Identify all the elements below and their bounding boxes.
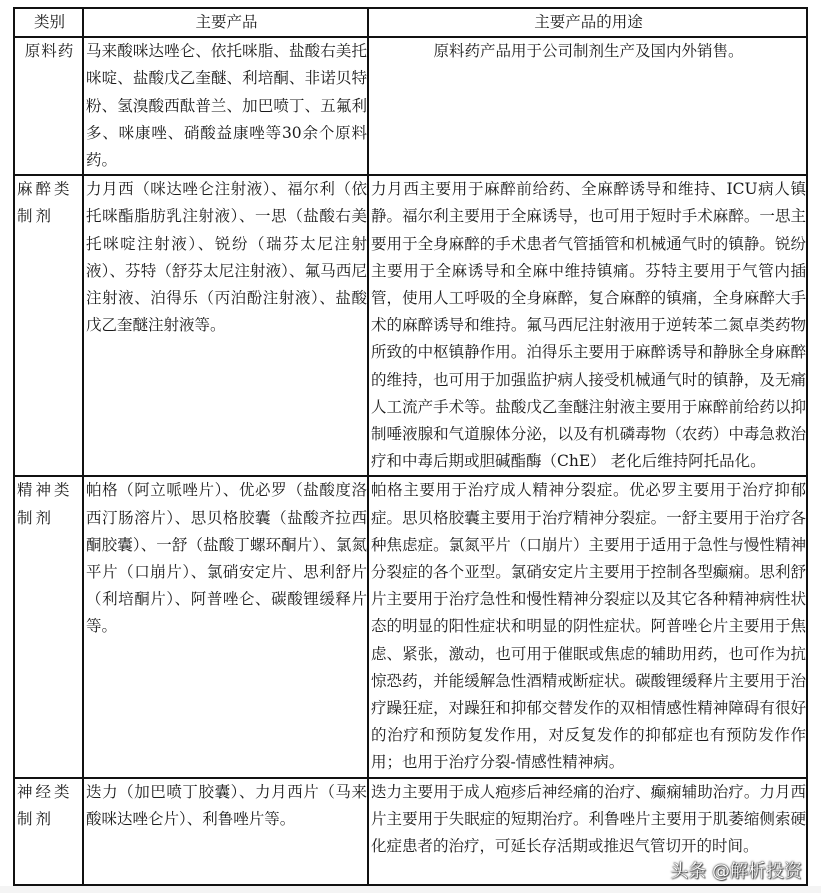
table-row: [14, 175, 807, 476]
usage-cell-container: [368, 778, 807, 886]
watermark-row: [371, 860, 806, 884]
products-cell: 迭力（加巴喷丁胶囊）、力月西片（马来酸咪达唑仑片）、利鲁唑片等。: [83, 778, 368, 886]
products-cell: 力月西（咪达唑仑注射液）、福尔利（依托咪酯脂肪乳注射液）、一思（盐酸右美托咪啶注射液）、锐纷（瑞芬太尼注射液）、芬特（舒芬太尼注射液）、氟马西尼注射液、泊得乐（丙泊酚注射液）、盐酸戊乙奎醚注射液等。: [83, 175, 368, 476]
category-cell: 精神类制剂: [14, 476, 83, 777]
bottom-strip: [0, 886, 821, 893]
category-cell: 神经类制剂: [14, 778, 83, 886]
category-cell: 麻醉类制剂: [14, 175, 83, 476]
table-row: [14, 37, 807, 175]
header-usage: 主要产品的用途: [368, 8, 807, 37]
usage-cell: 帕格主要用于治疗成人精神分裂症。优必罗主要用于治疗抑郁症。思贝格胶囊主要用于治疗精神分裂症。一舒主要用于治疗各种焦虑症。氯氮平片（口崩片）主要用于适用于急性与慢性精神分裂症的各个亚型。氯硝安定片主要用于控制各型癫痫。思利舒片主要用于治疗急性和慢性精神分裂症以及其它各种精神病性状态的明显的阳性症状和明显的阴性症状。阿普唑仑片主要用于焦虑、紧张，激动，也可用于催眠或焦虑的辅助用药，也可作为抗惊恐药，并能缓解急性酒精戒断症状。碳酸锂缓释片主要用于治疗躁狂症，对躁狂和抑郁交替发作的双相情感性精神障碍有很好的治疗和预防复发作用，对反复发作的抑郁症也有预防发作作用；也用于治疗分裂-情感性精神病。: [368, 476, 807, 777]
usage-cell: 力月西主要用于麻醉前给药、全麻醉诱导和维持、ICU病人镇静。福尔利主要用于全麻诱导，也可用于短时手术麻醉。一思主要用于全身麻醉的手术患者气管插管和机械通气时的镇静。锐纷主要用于全麻诱导和全麻中维持镇痛。芬特主要用于气管内插管，使用人工呼吸的全身麻醉，复合麻醉的镇痛，全身麻醉大手术的麻醉诱导和维持。氟马西尼注射液用于逆转苯二氮卓类药物所致的中枢镇静作用。泊得乐主要用于麻醉诱导和静脉全身麻醉的维持，也可用于加强监护病人接受机械通气时的镇静，及无痛人工流产手术等。盐酸戊乙奎醚注射液主要用于麻醉前给药以抑制唾液腺和气道腺体分泌，以及有机磷毒物（农药）中毒急救治疗和中毒后期或胆碱酯酶（ChE） 老化后维持阿托品化。: [368, 175, 807, 476]
header-category: 类别: [14, 8, 83, 37]
products-cell: 帕格（阿立哌唑片）、优必罗（盐酸度洛西汀肠溶片）、思贝格胶囊（盐酸齐拉西酮胶囊）、一舒（盐酸丁螺环酮片）、氯氮平片（口崩片）、氯硝安定片、思利舒片（利培酮片）、阿普唑仑、碳酸锂缓释片等。: [83, 476, 368, 777]
usage-cell: 迭力主要用于成人疱疹后神经痛的治疗、癫痫辅助治疗。力月西片主要用于失眠症的短期治疗。利鲁唑片主要用于肌萎缩侧索硬化症患者的治疗，可延长存活期或推迟气管切开的时间。: [371, 782, 806, 856]
header-row: [14, 8, 807, 37]
watermark: 头条 @解析投资: [670, 861, 802, 883]
usage-cell: 原料药产品用于公司制剂生产及国内外销售。: [368, 37, 807, 175]
header-products: 主要产品: [83, 8, 368, 37]
table-row: [14, 778, 807, 886]
product-table: [13, 7, 808, 886]
category-cell: 原料药: [14, 37, 83, 175]
products-cell: 马来酸咪达唑仑、依托咪脂、盐酸右美托咪啶、盐酸戊乙奎醚、利培酮、非诺贝特粉、氢溴酸西酞普兰、加巴喷丁、五氟利多、咪康唑、硝酸益康唑等30余个原料药。: [83, 37, 368, 175]
table-row: [14, 476, 807, 777]
